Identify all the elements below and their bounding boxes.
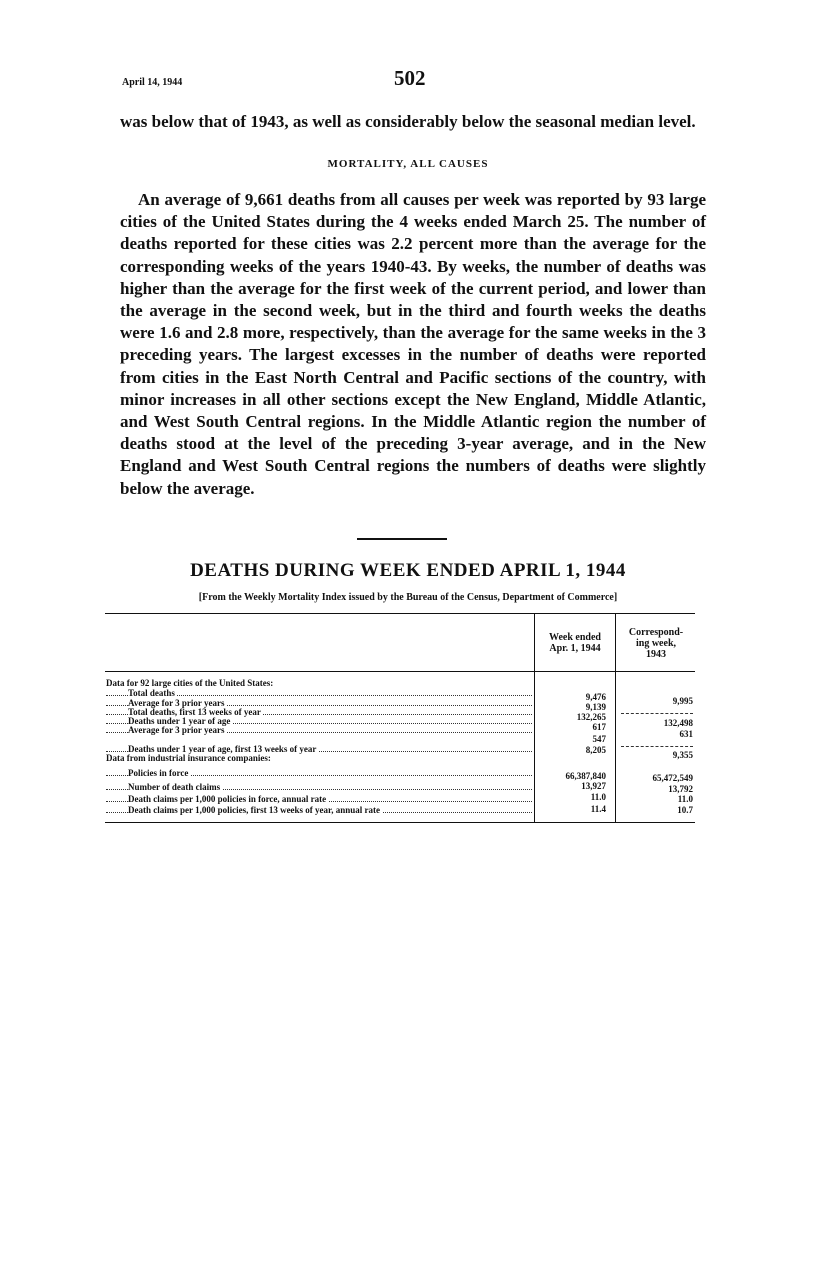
row-label: Average for 3 prior years [128,698,225,708]
column-divider-2 [615,614,616,822]
row-label: Data for 92 large cities of the United States: [106,678,274,688]
table-row [106,769,534,778]
table-title: DEATHS DURING WEEK ENDED APRIL 1, 1944 [190,560,626,581]
mortality-paragraph: An average of 9,661 deaths from all causes per week was reported by 93 large cities of the United States during the 4 weeks ended March 25. The number of deaths reported for these cities was 2.2 percent more than the average for the corresponding weeks of the years 1940-43. By weeks, the number of deaths was higher than the average for the first week of the current period, and lower than the average in the second week, but in the third and fourth weeks the deaths were 1.6 and 2.8 more, respectively, than the average for the same weeks in the 3 preceding years. The largest excesses in the number of deaths were reported from cities in the East North Central and Pacific sections of the country, with minor increases in all other sections except the New England, Middle Atlantic, and West South Central regions. In the Middle Atlantic region the number of deaths stood at the level of the preceding 3-year average, and in the New England and West South Central regions the numbers of deaths were slightly below the average. [120,190,706,498]
section-heading: MORTALITY, ALL CAUSES [327,158,489,170]
cell-week-infant-13wk: 8,205 [585,745,606,755]
table-bottom-rule [105,822,695,823]
cell-prior-infant: 631 [679,729,693,739]
column-header-corr-line1: Correspond- [628,627,684,638]
row-label: Policies in force [128,768,189,778]
row-label: Death claims per 1,000 policies in force, annual rate [128,794,327,804]
dash-prior-infant-avg [621,746,693,747]
cell-prior-total-deaths: 9,995 [672,696,693,706]
cell-week-total-deaths: 9,476 [585,692,606,702]
dash-prior-average [621,713,693,714]
header-date: April 14, 1944 [122,77,183,88]
cell-prior-policies: 65,472,549 [652,773,693,783]
row-label: Deaths under 1 year of age, first 13 weeks of year [128,744,317,754]
cell-prior-rate: 11.0 [677,794,693,804]
table-row [106,806,534,815]
cell-week-total-13wk: 132,265 [576,712,606,722]
cell-week-infant: 617 [592,722,606,732]
column-header-week-line2: Apr. 1, 1944 [549,643,601,654]
cell-prior-claims: 13,792 [668,784,693,794]
column-divider-1 [534,614,535,822]
row-label: Total deaths [128,688,175,698]
row-label: Death claims per 1,000 policies, first 13 weeks of year, annual rate [128,805,380,815]
table-row [106,795,534,804]
table-row [106,754,534,763]
cell-week-rate: 11.0 [590,792,606,802]
table-row [106,726,534,735]
row-label: Total deaths, first 13 weeks of year [128,707,261,717]
header-bottom-rule [105,671,695,672]
page-number: 502 [394,66,426,90]
cell-week-policies: 66,387,840 [565,771,606,781]
table-row [106,689,534,698]
column-header-corr-line3: 1943 [646,649,666,660]
row-label: Data from industrial insurance companies: [106,753,271,763]
column-header-week [536,632,614,654]
column-header-corresponding [617,627,695,660]
cell-prior-infant-13wk: 9,355 [672,750,693,760]
cell-week-claims: 13,927 [581,781,606,791]
table-row [106,783,534,792]
row-label: Average for 3 prior years [128,725,225,735]
column-header-week-line1: Week ended [549,632,601,643]
continuation-text: was below that of 1943, as well as considerably below the seasonal median level. [120,112,696,131]
table-top-rule [105,613,695,614]
cell-week-infant-avg: 547 [592,734,606,744]
cell-week-average-3yr: 9,139 [585,702,606,712]
cell-prior-total-13wk: 132,498 [663,718,693,728]
cell-week-rate-13wk: 11.4 [590,804,606,814]
cell-prior-rate-13wk: 10.7 [677,805,693,815]
separator-rule [357,538,447,540]
row-label: Deaths under 1 year of age [128,716,231,726]
column-header-corr-line2: ing week, [636,638,676,649]
row-label: Number of death claims [128,782,221,792]
table-row [106,679,534,688]
table-source: [From the Weekly Mortality Index issued by the Bureau of the Census, Department of Commerce] [198,592,618,603]
